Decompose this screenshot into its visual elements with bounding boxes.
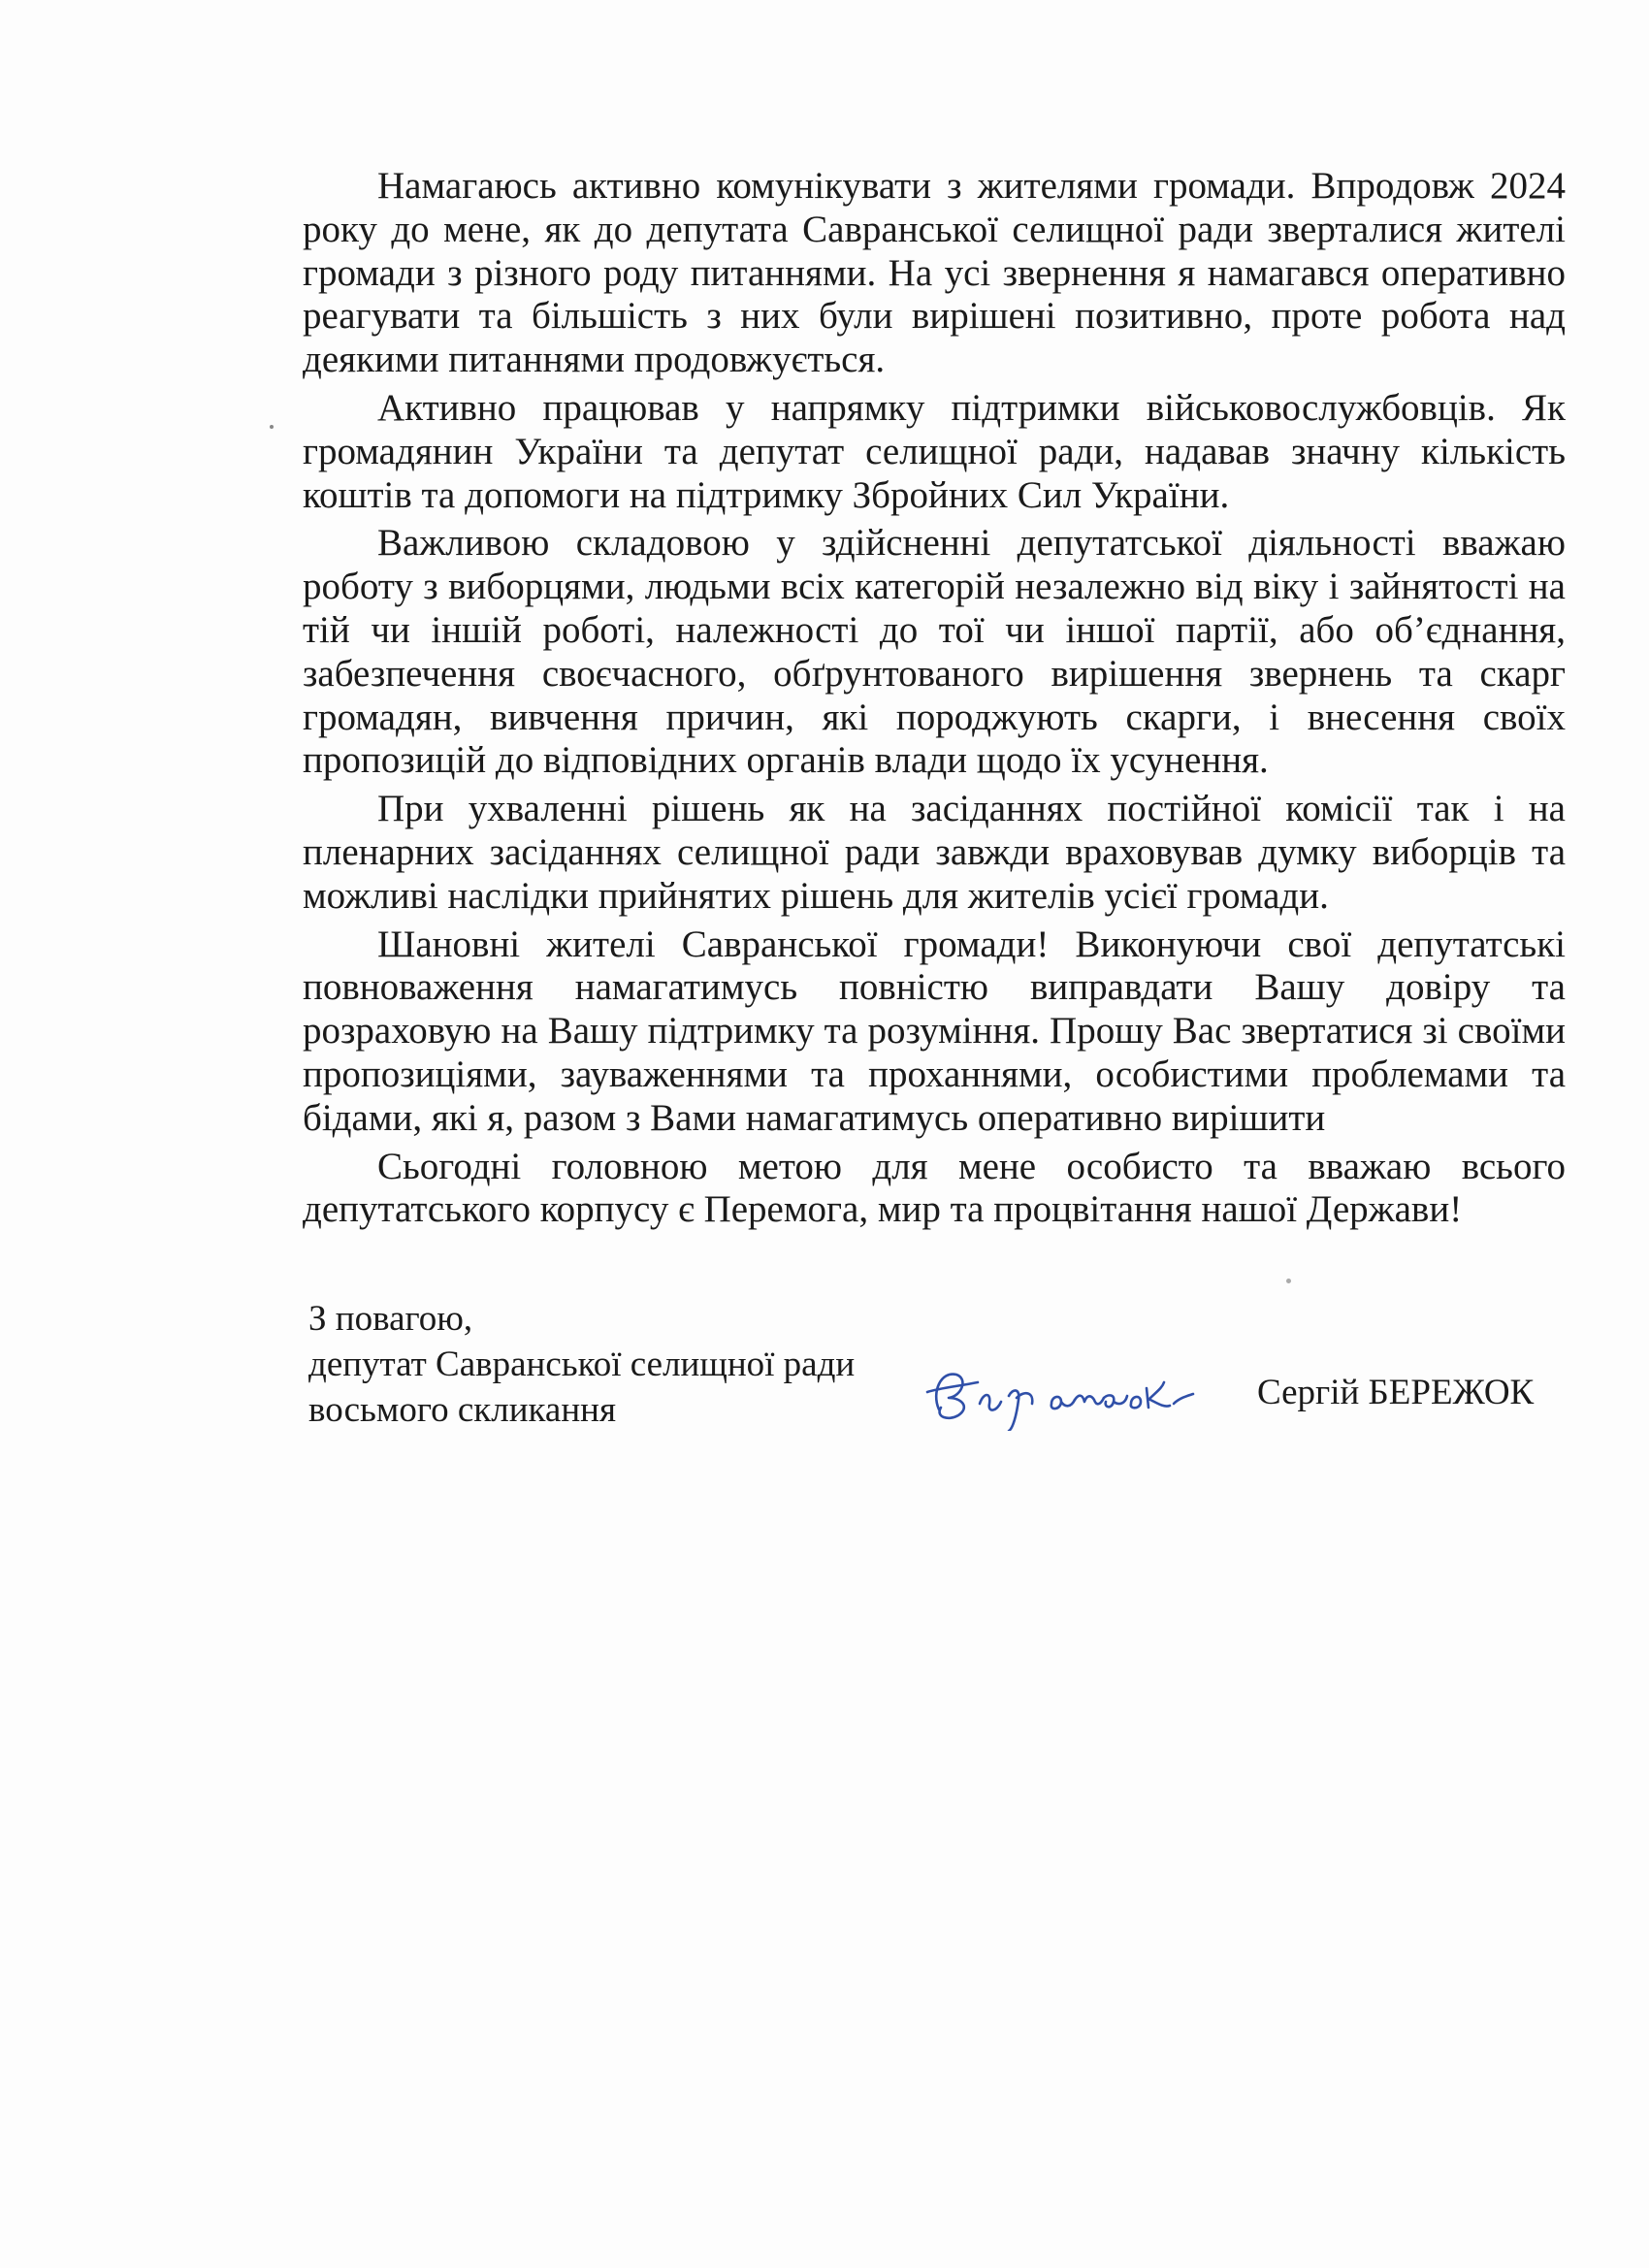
paragraph-appeal: Шановні жителі Савранської громади! Виконуючи свої депутатські повноваження намагатимусь повністю виправдати Вашу довіру та розраховую на Вашу підтримку та розуміння. Прошу Вас звертатися зі своїми пропозиціями, зауваженнями та проханнями, особистими проблемами та бідами, які я, разом з Вами намагатимусь оперативно вирішити — [303, 923, 1566, 1139]
paragraph-decisions: При ухваленні рішень як на засіданнях постійної комісії так і на пленарних засіданнях селищної ради завжди враховував думку виборців та можливі наслідки прийнятих рішень для жителів усієї громади. — [303, 788, 1566, 917]
handwritten-signature — [920, 1353, 1201, 1431]
paragraph-voters-work: Важливою складовою у здійсненні депутатської діяльності вважаю роботу з виборцями, людьми всіх категорій незалежно від віку і зайнятості на тій чи іншій роботі, належності до тої чи іншої партії, або об’єднання, забезпечення своєчасного, обґрунтованого вирішення звернень та скарг громадян, вивчення причин, які породжують скарги, і внесення своїх пропозицій до відповідних органів влади щодо їх усунення. — [303, 522, 1566, 782]
paragraph-military-support: Активно працював у напрямку підтримки військовослужбовців. Як громадянин України та депутат селищної ради, надавав значну кількість коштів та допомоги на підтримку Збройних Сил України. — [303, 386, 1566, 516]
closing-convocation: восьмого скликання — [308, 1390, 616, 1430]
closing-position: депутат Савранської селищної ради — [308, 1345, 856, 1384]
letter-body — [303, 165, 1566, 1237]
scan-speck — [1286, 1279, 1291, 1283]
closing-block — [308, 1296, 910, 1433]
closing-greeting: З повагою, — [308, 1299, 473, 1339]
paragraph-communication: Намагаюсь активно комунікувати з жителями громади. Впродовж 2024 року до мене, як до депутата Савранської селищної ради зверталися жителі громади з різного роду питаннями. На усі звернення я намагався оперативно реагувати та більшість з них були вирішені позитивно, проте робота над деякими питаннями продовжується. — [303, 165, 1566, 381]
scan-speck — [270, 425, 274, 429]
paragraph-victory: Сьогодні головною метою для мене особисто та вважаю всього депутатського корпусу є Перемога, мир та процвітання нашої Держави! — [303, 1145, 1566, 1231]
signature-text: Бережок — [920, 1353, 923, 1354]
signer-name: Сергій БЕРЕЖОК — [1257, 1373, 1535, 1412]
